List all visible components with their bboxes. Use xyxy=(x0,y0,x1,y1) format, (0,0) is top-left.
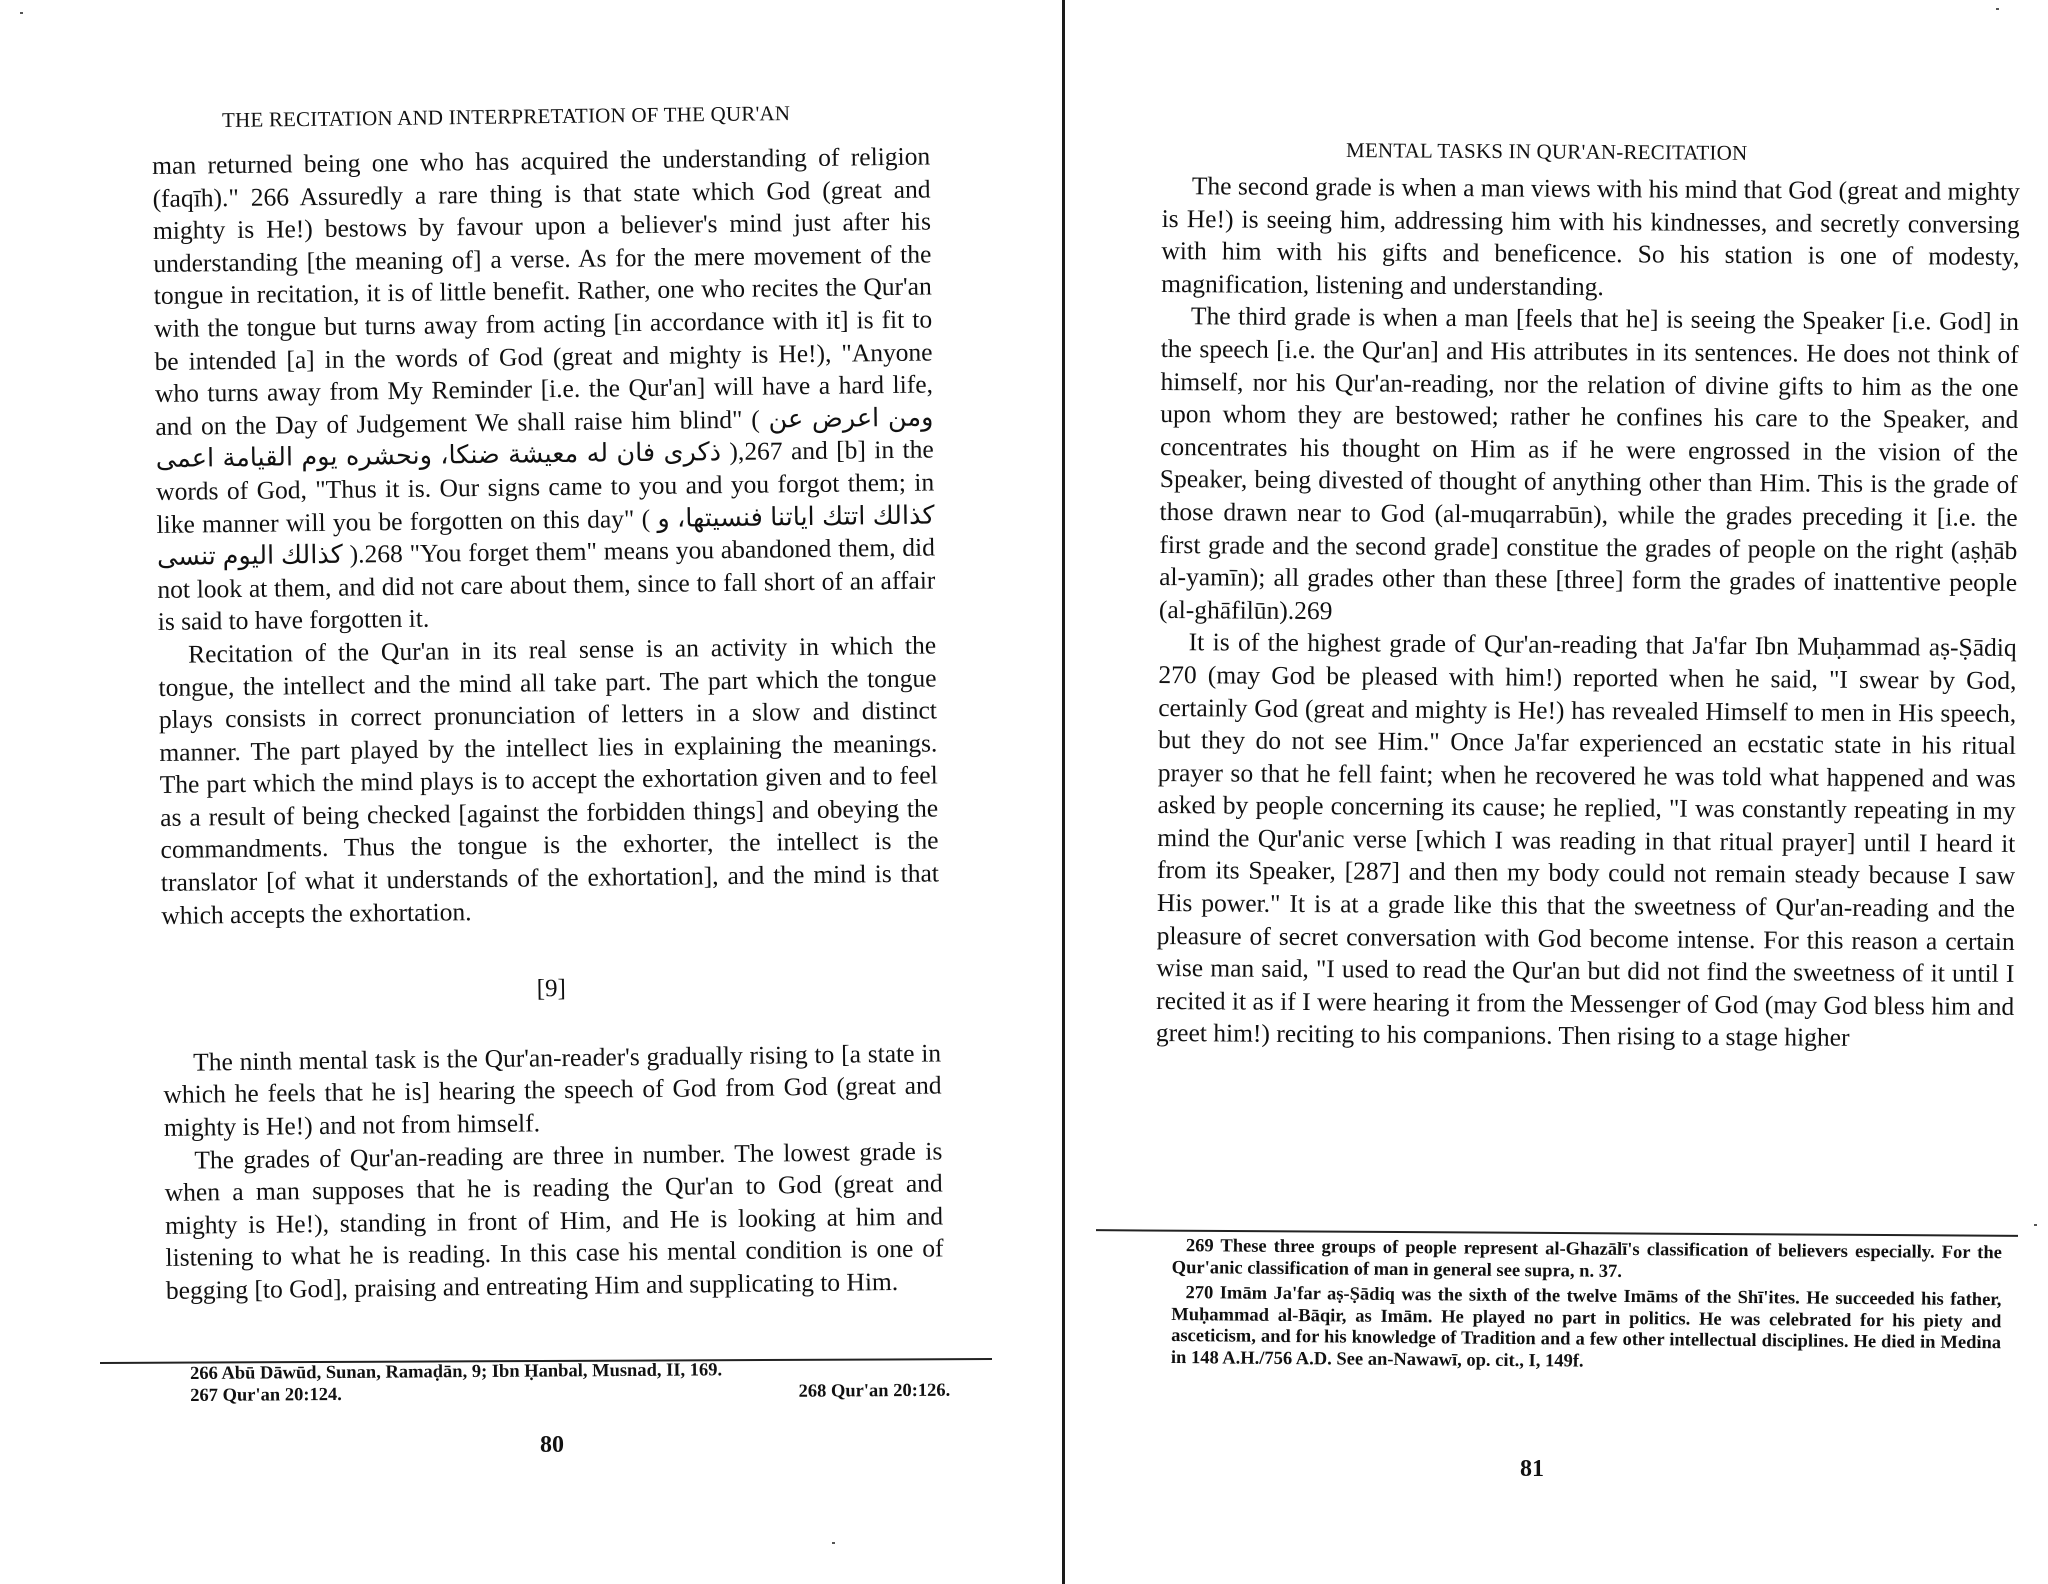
scan-speck xyxy=(832,1542,835,1544)
page-number-left: 80 xyxy=(540,1432,564,1458)
left-body-text xyxy=(152,140,944,1307)
section-heading: [9] xyxy=(536,975,567,1003)
paragraph: The grades of Qur'an-reading are three in number. The lowest grade is when a man supposes that he is reading the Qur'an to God (great and mighty is He!), standing in front of Him, and He is looking at him and listening to what he is reading. In this case his mental condition is one of begging [to God], praising and entreating Him and supplicating to Him. xyxy=(164,1136,944,1305)
scan-speck xyxy=(20,12,23,14)
running-head-right: MENTAL TASKS IN QUR'AN-RECITATION xyxy=(1345,138,1748,165)
footnote-266: 266 Abū Dāwūd, Sunan, Ramaḍān, 9; Ibn Ḥanbal, Musnad, II, 169. xyxy=(190,1360,723,1384)
left-footnotes xyxy=(190,1359,950,1407)
footnote-269: 269 These three groups of people represent al-Ghazālī's classification of believers especially. For the Qur'anic classification of man in general see supra, n. 37. xyxy=(1171,1236,2002,1282)
paragraph: The ninth mental task is the Qur'an-reader's gradually rising to [a state in which he feels that he is] hearing the speech of God from God (great and mighty is He!) and not from himself. xyxy=(163,1038,942,1142)
right-body-text xyxy=(1156,170,2020,1056)
scan-speck xyxy=(1996,8,1999,10)
footnote-267: 267 Qur'an 20:124. xyxy=(190,1384,342,1406)
page-gutter xyxy=(1062,0,1065,1584)
paragraph: The second grade is when a man views with his mind that God (great and mighty is He!) is seeing him, addressing him with his kindnesses, and secretly conversing with him with his gifts and beneficence. So his station is one of modesty, magnification, listening and understanding. xyxy=(1161,171,2020,301)
right-footnotes xyxy=(1171,1236,2002,1380)
footnote-270: 270 Imām Ja'far aṣ-Ṣādiq was the sixth of the twelve Imāms of the Shī'ites. He succeeded his father, Muḥammad al-Bāqir, as Imām. He played no part in politics. He was celebrated for his piety and asceticism, and for his knowledge of Tradition and a few other intellectual disciplines. He died in Medina in 148 A.H./756 A.D. See an-Nawawī, op. cit., I, 149f. xyxy=(1170,1283,2002,1372)
paragraph: Recitation of the Qur'an in its real sense is an activity in which the tongue, the intellect and the mind all take part. The part which the tongue plays consists in correct pronunciation of letters in a slow and distinct manner. The part played by the intellect lies in explaining the meanings. The part which the mind plays is to accept the exhortation given and to feel as a result of being checked [against the forbidden things] and obeying the commandments. Thus the tongue is the exhorter, the intellect is the translator [of what it understands of the exhortation], and the mind is that which accepts the exhortation. xyxy=(158,630,940,930)
paragraph: The third grade is when a man [feels that he] is seeing the Speaker [i.e. God] in the speech [i.e. the Qur'an] and His attributes in its sentences. He does not think of himself, nor his Qur'an-reading, nor the relation of divine gifts to him as the one upon whom they are bestowed; rather he confines his care to the Speaker, and concentrates his thought on Him as if he were engrossed in the vision of the Speaker, being divested of thought of anything other than Him. This is the grade of those drawn near to God (al-muqarrabūn), while the grades preceding it [i.e. the first grade and the second grade] constitue the grades of people on the right (aṣḥāb al-yamīn); all grades other than these [three] form the grades of inattentive people (al-ghāfilūn).269 xyxy=(1158,301,2020,625)
page-number-right: 81 xyxy=(1520,1456,1544,1482)
right-page xyxy=(1066,0,2048,1584)
scan-speck xyxy=(2034,1224,2037,1226)
paragraph: It is of the highest grade of Qur'an-reading that Ja'far Ibn Muḥammad aṣ-Ṣādiq 270 (may God be pleased with him!) reported when he said, "I swear by God, certainly God (great and mighty is He!) has revealed Himself to men in His speech, but they do not see Him." Once Ja'far experienced an ecstatic state in his ritual prayer so that he fell faint; when he recovered he was told what happened and was asked by people concerning its cause; he replied, "I was constantly repeating in my mind the Qur'anic verse [which I was reading in that ritual prayer] until I heard it from its Speaker, [287] and then my body could not remain steady because I saw His power." It is at a grade like this that the sweetness of Qur'an-reading and the pleasure of secret conversation with God become intense. For this reason a certain wise man said, "I used to read the Qur'an but did not find the sweetness of it until I recited it as if I were hearing it from the Messenger of God (may God bless him and greet him!) reciting to his companions. Then rising to a stage higher xyxy=(1155,627,2017,1053)
paragraph: man returned being one who has acquired the understanding of religion (faqīh)." 266 Assuredly a rare thing is that state which God (great and mighty is He!) bestows by favour upon a believer's mind just after his understanding [the meaning of] a verse. As for the mere movement of the tongue in recitation, it is of little benefit. Rather, one who recites the Qur'an with the tongue but turns away from acting [in accordance with it] is fit to be intended [a] in the words of God (great and mighty is He!), "Anyone who turns away from My Reminder [i.e. the Qur'an] will have a hard life, and on the Day of Judgement We shall raise him blind" ( ومن اعرض عن ذكرى فان له معيشة ضنكا، ونحشره يوم القيامة اعمى ),267 and [b] in the words of God, "Thus it is. Our signs came to you and you forgot them; in like manner will you be forgotten on this day" ( كذالك اتتك اياتنا فنسيتها، و كذالك اليوم تنسى ).268 "You forget them" means you abandoned them, did not look at them, and did not care about them, since to fall short of an affair is said to have forgotten it. xyxy=(152,141,936,637)
footnote-268: 268 Qur'an 20:126. xyxy=(798,1380,951,1402)
running-head-left: THE RECITATION AND INTERPRETATION OF THE QUR'AN xyxy=(221,101,791,132)
